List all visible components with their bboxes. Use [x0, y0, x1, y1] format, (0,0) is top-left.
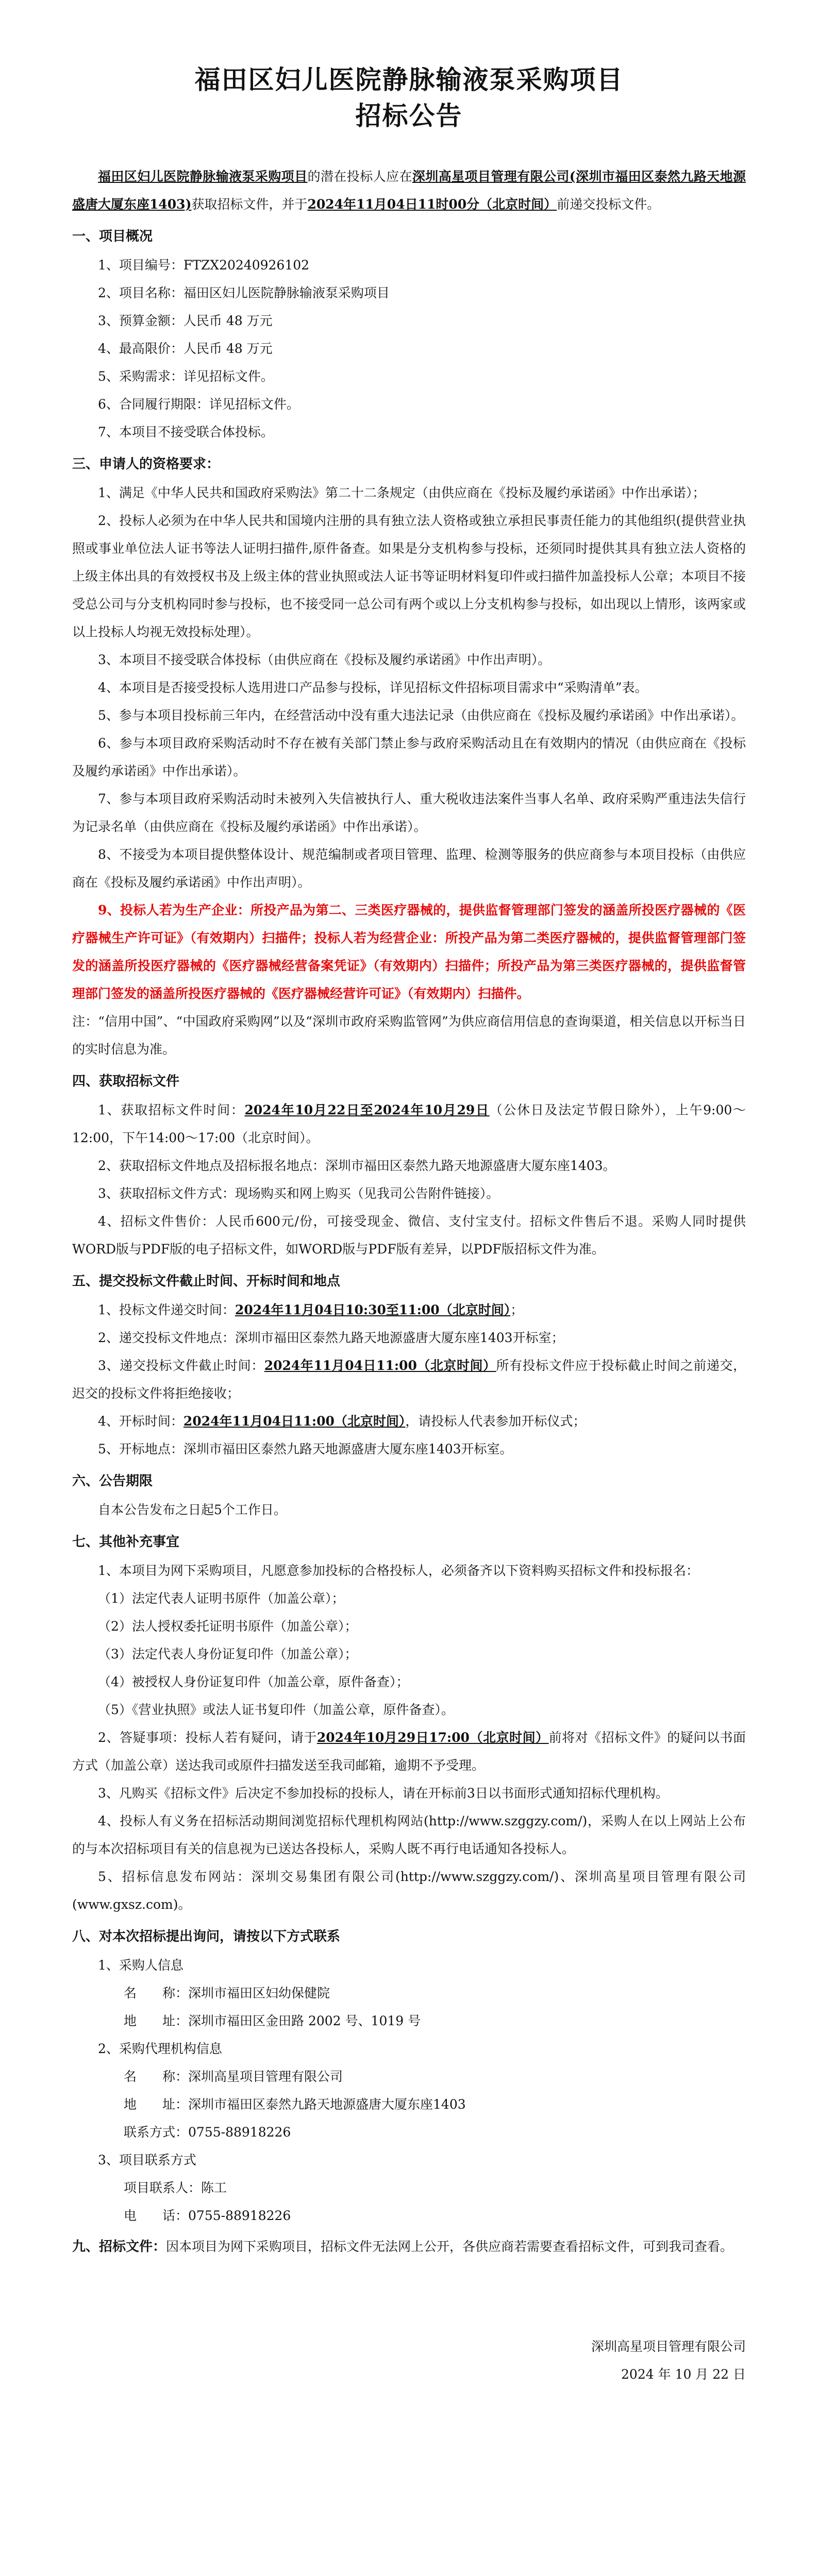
- intro-deadline: 2024年11月04日11时00分（北京时间）: [307, 197, 557, 212]
- list-item: 2、投标人必须为在中华人民共和国境内注册的具有独立法人资格或独立承担民事责任能力的其他组织(提供营业执照或事业单位法人证书等法人证明扫描件,原件备查。如果是分支机构参与投标，还须同时提供其具有独立法人资格的上级主体出具的有效授权书及上级主体的营业执照或法人证书等证明材料复印件或扫描件加盖投标人公章；本项目不接受总公司与分支机构同时参与投标，也不接受同一总公司有两个或以上分支机构参与投标，如出现以上情形，该两家或以上投标人均视无效投标处理）。: [72, 513, 746, 639]
- agency-phone: 联系方式：0755-88918226: [124, 2125, 291, 2140]
- list-item: 5、采购需求：详见招标文件。: [98, 369, 274, 384]
- intro-location: 深圳高星项目管理有限公司(深圳市福田区泰然九路天地源盛唐大厦东座1403): [72, 169, 746, 212]
- list-item: 6、参与本项目政府采购活动时不存在被有关部门禁止参与政府采购活动且在有效期内的情况（由供应商在《投标及履约承诺函》中作出承诺）。: [72, 736, 746, 778]
- agency-name: 名 称：深圳高星项目管理有限公司: [124, 2069, 343, 2084]
- purchaser-name: 名 称：深圳市福田区妇幼保健院: [124, 1986, 330, 2001]
- document-subtitle: 招标公告: [355, 101, 463, 131]
- section-submission: [72, 1266, 746, 1463]
- section-heading: 七、其他补充事宜: [72, 1534, 180, 1550]
- section-heading: 四、获取招标文件: [72, 1074, 180, 1089]
- list-item: 4、投标人有义务在招标活动期间浏览招标代理机构网站(http://www.szggzy.com/)，采购人在以上网站上公布的与本次招标项目有关的信息视为已送达各投标人，采购人既不再行电话通知各投标人。: [72, 1814, 746, 1856]
- question-deadline: 2024年10月29日17:00（北京时间）: [316, 1730, 549, 1745]
- list-item: 5、参与本项目投标前三年内，在经营活动中没有重大违法记录（由供应商在《投标及履约承诺函》中作出承诺）。: [98, 708, 744, 723]
- section-announcement-period: [72, 1466, 746, 1524]
- contact-group-title: 1、采购人信息: [98, 1958, 183, 1973]
- credit-note: 注：“信用中国”、“中国政府采购网”以及“深圳市政府采购监管网”为供应商信用信息的查询渠道，相关信息以开标当日的实时信息为准。: [72, 1014, 746, 1057]
- list-item: 8、不接受为本项目提供整体设计、规范编制或者项目管理、监理、检测等服务的供应商参与本项目投标（由供应商在《投标及履约承诺函》中作出声明）。: [72, 847, 746, 890]
- list-item: 4、最高限价：人民币 48 万元: [98, 341, 273, 356]
- section-heading: 六、公告期限: [72, 1473, 153, 1489]
- section-obtain-documents: [72, 1066, 746, 1263]
- list-item: 7、本项目不接受联合体投标。: [98, 425, 274, 439]
- section-heading: 一、项目概况: [72, 229, 153, 244]
- list-item: 1、本项目为网下采购项目，凡愿意参加投标的合格投标人，必须备齐以下资料购买招标文件和投标报名：: [98, 1563, 699, 1578]
- document-requirement: （2）法人授权委托证明书原件（加盖公章）；: [98, 1619, 358, 1634]
- tender-documents-paragraph: 九、招标文件：因本项目为网下采购项目，招标文件无法网上公开，各供应商若需要查看招标文件，可到我司查看。: [72, 2239, 733, 2255]
- project-phone: 电 话：0755-88918226: [124, 2208, 291, 2223]
- section-tender-documents: [72, 2233, 746, 2261]
- submission-time: 2024年11月04日10:30至11:00（北京时间）: [235, 1302, 511, 1317]
- section-heading: 五、提交投标文件截止时间、开标时间和地点: [72, 1274, 341, 1289]
- list-item: 6、合同履行期限：详见招标文件。: [98, 397, 299, 412]
- intro-paragraph: 福田区妇儿医院静脉输液泵采购项目的潜在投标人应在深圳高星项目管理有限公司(深圳市福田区泰然九路天地源盛唐大厦东座1403)获取招标文件，并于2024年11月04日11时00分（北京时间）前递交投标文件。: [72, 169, 746, 212]
- list-item: 3、获取招标文件方式：现场购买和网上购买（见我司公告附件链接）。: [98, 1186, 499, 1201]
- list-item: 1、满足《中华人民共和国政府采购法》第二十二条规定（由供应商在《投标及履约承诺函》中作出承诺）；: [98, 485, 706, 500]
- document-requirement: （1）法定代表人证明书原件（加盖公章）；: [98, 1591, 345, 1606]
- announcement-period-text: 自本公告发布之日起5个工作日。: [98, 1502, 287, 1517]
- agency-address: 地 址：深圳市福田区泰然九路天地源盛唐大厦东座1403: [124, 2097, 466, 2112]
- signature-block: [72, 2333, 746, 2388]
- signing-organization: 深圳高星项目管理有限公司: [591, 2339, 746, 2354]
- obtain-end-date: 2024年10月29日: [374, 1103, 490, 1117]
- document-requirement: （5）《营业执照》或法人证书复印件（加盖公章，原件备查）。: [98, 1702, 454, 1717]
- signing-date: 2024 年 10 月 22 日: [621, 2367, 746, 2382]
- section-other-matters: [72, 1527, 746, 1919]
- document-title: 福田区妇儿医院静脉输液泵采购项目: [194, 65, 624, 95]
- section-contact: [72, 1922, 746, 2230]
- section-heading: 九、招标文件：: [72, 2239, 166, 2255]
- section-heading: 三、申请人的资格要求：: [72, 456, 220, 472]
- list-item: 2、项目名称：福田区妇儿医院静脉输液泵采购项目: [98, 285, 390, 300]
- list-item: 2、递交投标文件地点：深圳市福田区泰然九路天地源盛唐大厦东座1403开标室；: [98, 1330, 564, 1345]
- document-requirement: （3）法定代表人身份证复印件（加盖公章）；: [98, 1647, 358, 1662]
- list-item: 3、凡购买《招标文件》后决定不参加投标的投标人，请在开标前3日以书面形式通知招标代理机构。: [98, 1786, 669, 1801]
- list-item: 3、预算金额：人民币 48 万元: [98, 313, 273, 328]
- project-contact: 项目联系人：陈工: [124, 2180, 227, 2195]
- submission-deadline: 2024年11月04日11:00（北京时间）: [264, 1358, 496, 1373]
- list-item: 4、招标文件售价：人民币600元/份，可接受现金、微信、支付宝支付。招标文件售后不退。采购人同时提供WORD版与PDF版的电子招标文件，如WORD版与PDF版有差异，以PDF版招标文件为准。: [72, 1214, 746, 1257]
- list-item: 1、项目编号：FTZX20240926102: [98, 258, 310, 273]
- contact-group-title: 3、项目联系方式: [98, 2153, 196, 2167]
- list-item: 3、递交投标文件截止时间：2024年11月04日11:00（北京时间）所有投标文件应于投标截止时间之前递交，迟交的投标文件将拒绝接收；: [72, 1358, 746, 1401]
- section-qualification: [72, 449, 746, 1063]
- opening-time: 2024年11月04日11:00（北京时间）: [183, 1414, 406, 1429]
- document-requirement: （4）被授权人身份证复印件（加盖公章，原件备查）；: [98, 1674, 409, 1689]
- list-item: 5、招标信息发布网站：深圳交易集团有限公司(http://www.szggzy.com/)、深圳高星项目管理有限公司(www.gxsz.com)。: [72, 1869, 746, 1912]
- list-item: 3、本项目不接受联合体投标（由供应商在《投标及履约承诺函》中作出声明）。: [98, 652, 551, 667]
- section-heading: 八、对本次招标提出询问，请按以下方式联系: [72, 1929, 341, 1944]
- list-item: 4、本项目是否接受投标人选用进口产品参与投标，详见招标文件招标项目需求中“采购清单”表。: [98, 680, 648, 695]
- intro-project-name: 福田区妇儿医院静脉输液泵采购项目: [98, 169, 308, 184]
- list-item: 2、答疑事项：投标人若有疑问，请于2024年10月29日17:00（北京时间）前将对《招标文件》的疑问以书面方式（加盖公章）送达我司或原件扫描发送至我司邮箱，逾期不予受理。: [72, 1730, 746, 1773]
- list-item: 4、开标时间：2024年11月04日11:00（北京时间），请投标人代表参加开标仪式；: [98, 1414, 586, 1429]
- list-item: 1、获取招标文件时间：2024年10月22日至2024年10月29日（公休日及法定节假日除外），上午9:00～12:00，下午14:00～17:00（北京时间）。: [72, 1103, 746, 1145]
- list-item: 7、参与本项目政府采购活动时未被列入失信被执行人、重大税收违法案件当事人名单、政府采购严重违法失信行为记录名单（由供应商在《投标及履约承诺函》中作出承诺）。: [72, 791, 746, 834]
- obtain-start-date: 2024年10月22日: [244, 1103, 360, 1117]
- medical-device-requirement: 9、投标人若为生产企业：所投产品为第二、三类医疗器械的，提供监督管理部门签发的涵盖所投医疗器械的《医疗器械生产许可证》（有效期内）扫描件；投标人若为经营企业：所投产品为第二类医疗器械的，提供监督管理部门签发的涵盖所投医疗器械的《医疗器械经营备案凭证》（有效期内）扫描件；所投产品为第三类医疗器械的，提供监督管理部门签发的涵盖所投医疗器械的《医疗器械经营许可证》（有效期内）扫描件。: [72, 903, 746, 1001]
- list-item: 1、投标文件递交时间：2024年11月04日10:30至11:00（北京时间）；: [98, 1302, 524, 1317]
- contact-group-title: 2、采购代理机构信息: [98, 2041, 222, 2056]
- list-item: 5、开标地点：深圳市福田区泰然九路天地源盛唐大厦东座1403开标室。: [98, 1442, 513, 1456]
- section-project-overview: [72, 222, 746, 446]
- purchaser-address: 地 址：深圳市福田区金田路 2002 号、1019 号: [124, 2013, 421, 2028]
- list-item: 2、获取招标文件地点及招标报名地点：深圳市福田区泰然九路天地源盛唐大厦东座1403。: [98, 1158, 616, 1173]
